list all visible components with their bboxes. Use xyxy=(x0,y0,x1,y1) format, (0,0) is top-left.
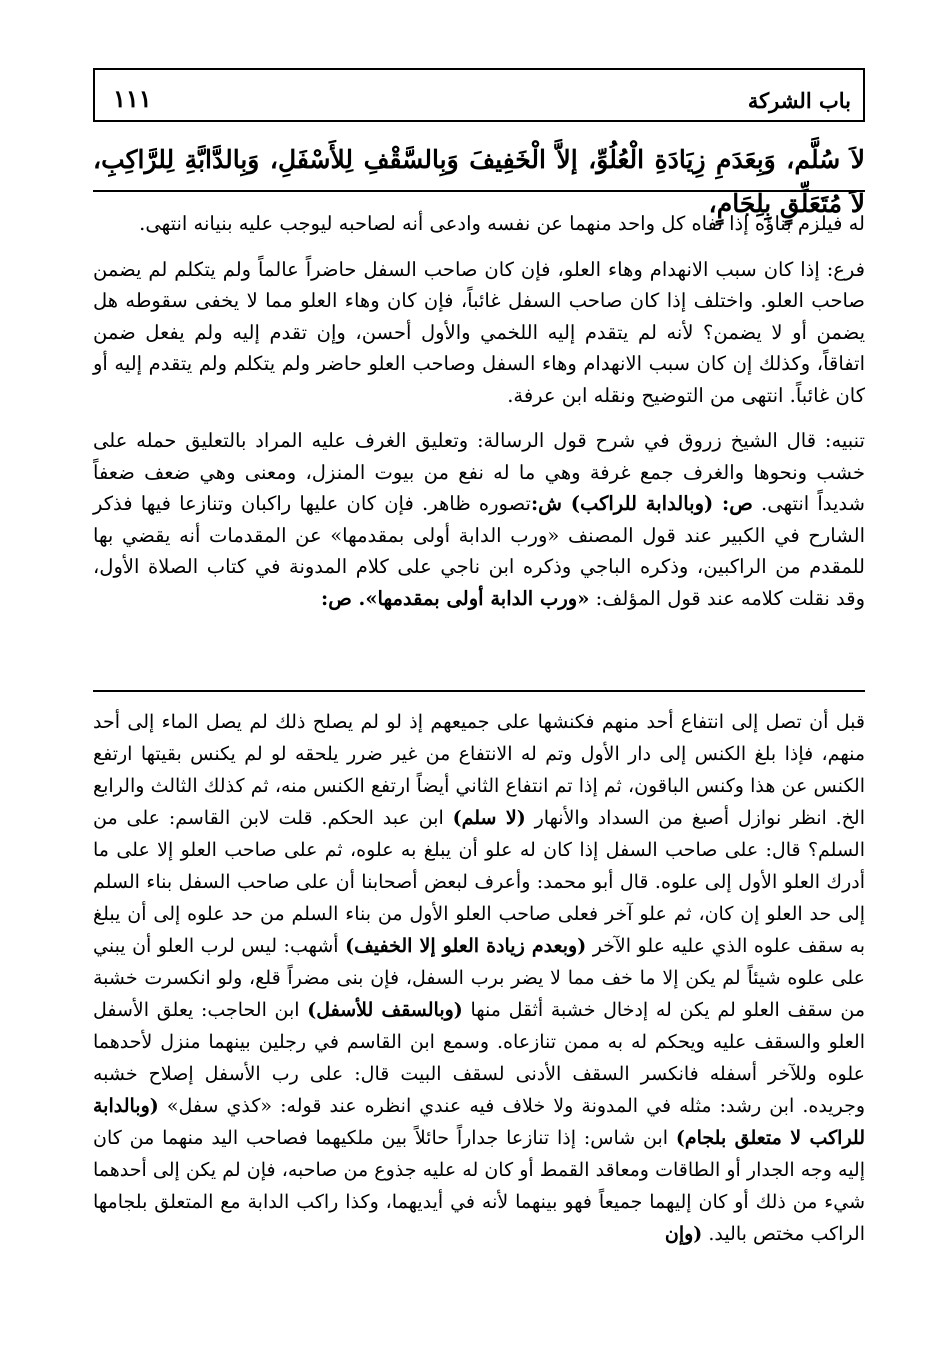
paragraph-text: ابن شاس: إذا تنازعا جداراً حائلاً بين ملكيهما فصاحب اليد منهما من كان إليه وجه الجدار أو الطاقات ومعاقد القمط أو كان له عليه جذوع من صاحبه، فإن لم يكن إلى أحدهما شيء من ذلك أو كان إليهما جميعاً فهو بينهما لأنه في أيديهما، وكذا راكب الدابة مع المتعلق بلجامها الراكب مختص باليد. xyxy=(93,1127,865,1245)
matn-citation: (وإن xyxy=(664,1223,703,1245)
commentary-upper xyxy=(93,208,865,628)
matn-citation: (وبعدم زيادة العلو إلا الخفيف) xyxy=(345,935,587,957)
paragraph: فرع: إذا كان سبب الانهدام وهاء العلو، فإن كان صاحب السفل حاضراً عالماً ولم يتكلم لم يضمن صاحب العلو. واختلف إذا كان صاحب السفل غائباً، فإن كان وهاء العلو مما لا يخفى سقوطه هل يضمن أو لا يضمن؟ لأنه لم يتقدم إليه اللخمي والأول أحسن، وإن تقدم إليه ولم يفعل ضمن اتفاقاً، وكذلك إن كان سبب الانهدام وهاء السفل وصاحب العلو حاضر ولم يتكلم ولم يتقدم إليه أو كان غائباً. انتهى من التوضيح ونقله ابن عرفة. xyxy=(93,257,865,407)
paragraph-text: أشهب: ليس لرب العلو أن يبني على علوه شيئاً لم يكن إلا ما خف مما لا يضر برب السفل، فإن بنى مضراً قلع، ولو انكسرت خشبة من سقف العلو لم يكن له إدخال خشبة أثقل منها xyxy=(93,935,865,1021)
paragraph-text: ابن عبد الحكم. قلت لابن القاسم: على من السلم؟ قال: على صاحب السفل إذا كان له علو أن يبلغ به علوه، ثم على صاحب العلو إلا على ما أدرك العلو الأول إلى علوه. قال أبو محمد: وأعرف لبعض أصحابنا أن على صاحب السفل بناء السلم إلى حد العلو إن كان، ثم علو آخر فعلى صاحب العلو الأول من بناء السلم من حد علوه إلى أن يبلغ به سقف علوه الذي عليه علو الآخر xyxy=(93,807,865,957)
paragraph xyxy=(93,706,865,1250)
matn-text: لاَ سُلَّم، وَبِعَدَمِ زِيَادَةِ الْعُلُوِّ، إلاَّ الْخَفِيفَ وَبِالسَّقْفِ لِلأَسْفَلِ، وَبِالدَّابَّةِ لِلرَّاكِبِ، لاَ مُتَعَلِّقٍ بِلِجَامٍ، xyxy=(93,145,865,218)
page-number: ١١١ xyxy=(113,84,152,113)
paragraph-text: ابن الحاجب: يعلق الأسفل العلو والسقف عليه ويحكم له به ممن تنازعاه. وسمع ابن القاسم في رجلين بينهما منزل لأحدهما علوه وللآخر أسفله فانكسر السقف الأدنى لسقف البيت قال: على رب الأسفل إصلاح خشبه وجريده. ابن رشد: مثله في المدونة ولا خلاف فيه عندي انظره عند قوله: «كذي سفل» xyxy=(93,999,866,1117)
matn-citation: (لا سلم) xyxy=(452,807,526,829)
matn-citation: ص: (وبالدابة للراكب) ش: xyxy=(530,492,753,515)
running-header xyxy=(93,68,865,122)
paragraph-text: تنبيه: قال الشيخ زروق في شرح قول الرسالة: وتعليق الغرف عليه المراد بالتعليق حمله على خشب ونحوها والغرف جمع غرفة وهي ما له نفع من بيوت المنزل، ومعنى وهي ضعف ضعفاً شديداً انتهى. xyxy=(93,429,866,515)
commentary-lower xyxy=(93,706,865,1250)
divider-top xyxy=(93,190,865,192)
paragraph xyxy=(93,425,865,614)
paragraph-text: قبل أن تصل إلى انتفاع أحد منهم فكنشها على جميعهم إذ لو لم يصلح ذلك لم يصل الماء إلى أحد منهم، فإذا بلغ الكنس إلى دار الأول وتم له الانتفاع من غير ضرر يلحقه لو لم يكنس بقيتها ارتفع الكنس عن هذا وكنس الباقون، ثم إذا تم انتفاع الثاني أيضاً ارتفع الكنس منه، ثم كذلك الثالث والرابع الخ. انظر نوازل أصبغ من السداد والأنهار xyxy=(93,711,865,829)
matn-citation: (وبالسقف للأسفل) xyxy=(307,999,463,1021)
paragraph: له فيلزم بناؤه إذا نفاه كل واحد منهما عن نفسه وادعى أنه لصاحبه ليوجب عليه بنيانه انتهى. xyxy=(139,212,865,235)
matn-citation: «ورب الدابة أولى بمقدمها». ص: xyxy=(321,586,590,610)
chapter-title: باب الشركة xyxy=(747,88,851,113)
matn-citation: (وبالدابة للراكب لا متعلق بلجام) xyxy=(93,1095,866,1149)
divider-footnotes xyxy=(93,690,865,692)
paragraph-text: تصوره ظاهر. فإن كان عليها راكبان وتنازعا فيها فذكر الشارح في الكبير عند قول المصنف «ورب الدابة أولى بمقدمها» عن المقدمات أنه يقضي بها للمقدم من الراكبين، وذكره الباجي وذكره ابن ناجي على كلام المدونة في كتاب الصلاة الأول، وقد نقلت كلامه عند قول المؤلف: xyxy=(93,492,865,610)
